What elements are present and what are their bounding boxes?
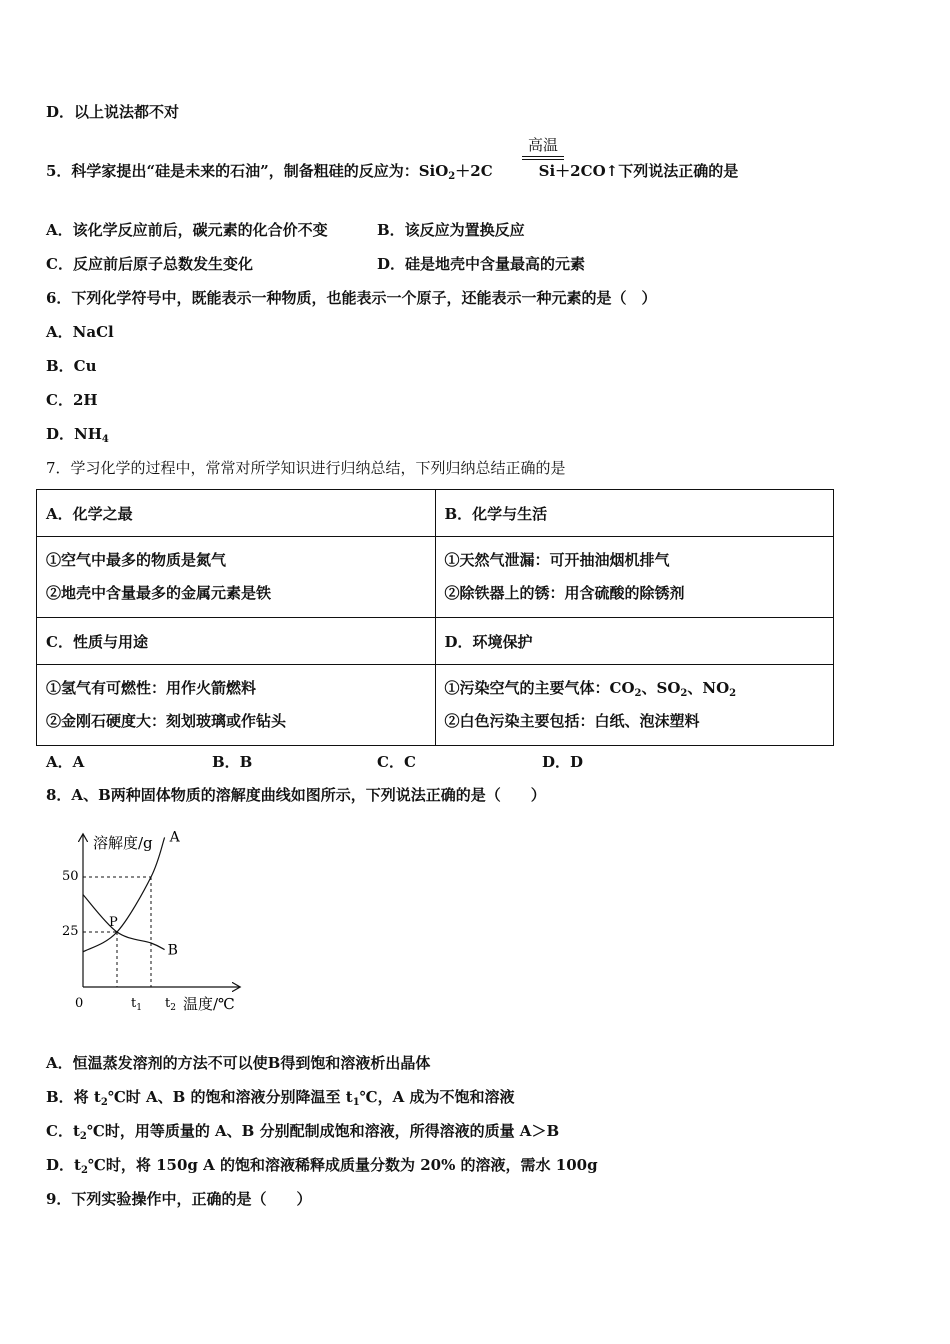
x-tick-subscript: 2 [170, 1003, 176, 1013]
table-item: ①天然气泄漏：可开抽油烟机排气 [444, 551, 670, 569]
q9-stem: 9．下列实验操作中，正确的是（ ） [46, 1190, 312, 1208]
q8d-part: ℃时，将 150g A 的饱和溶液稀释成质量分数为 20% 的溶液，需水 100g [87, 1156, 598, 1174]
table-cell-b-body [435, 537, 834, 618]
q5-option-a: A．该化学反应前后，碳元素的化合价不变 [46, 221, 328, 239]
q6-option-c: C．2H [46, 391, 98, 409]
series-line-a [83, 837, 165, 951]
q8-stem: 8．A、B两种固体物质的溶解度曲线如图所示，下列说法正确的是（ ） [46, 786, 546, 804]
table-cell-d-body [435, 665, 834, 746]
x-tick-prefix: t [165, 996, 171, 1011]
table-cell-b-head: B．化学与生活 [435, 490, 834, 537]
x-tick-subscript: 1 [136, 1003, 142, 1013]
reaction-arrow-line [522, 159, 564, 160]
q8d-part: D．t [46, 1156, 81, 1174]
y-tick-label-25: 25 [62, 924, 79, 939]
table-row [37, 618, 834, 665]
q8-option-a: A．恒温蒸发溶剂的方法不可以使B得到饱和溶液析出晶体 [46, 1054, 431, 1072]
x-axis-label: 温度/℃ [183, 995, 235, 1013]
table-cell-a-head: A．化学之最 [37, 490, 436, 537]
table-item: ①氢气有可燃性：用作火箭燃料 [46, 679, 257, 697]
solubility-chart [55, 825, 245, 1020]
pollutant-prefix: ①污染空气的主要气体：CO [444, 679, 635, 697]
subscript: 2 [634, 688, 642, 699]
x-tick-label-t1 [131, 996, 142, 1013]
reaction-arrow-line [522, 156, 564, 157]
q5-stem-mid: ＋2C [455, 162, 493, 180]
y-axis-label: 溶解度/g [93, 834, 153, 852]
q8-option-c [46, 1121, 559, 1141]
q5-option-b: B．该反应为置换反应 [377, 221, 525, 239]
table-row [37, 490, 834, 537]
q5-stem-prefix: 5．科学家提出“硅是未来的石油”，制备粗硅的反应为：SiO [46, 162, 449, 180]
table-item: ②除铁器上的锈：用含硫酸的除锈剂 [444, 584, 685, 602]
pollutant-sep: 、SO [641, 679, 681, 697]
subscript: 2 [680, 688, 688, 699]
q7-option-a: A．A [46, 753, 85, 771]
q8c-part: ℃时，用等质量的 A、B 分别配制成饱和溶液，所得溶液的质量 A＞B [86, 1122, 560, 1140]
q6-subscript: 4 [101, 434, 109, 445]
subscript: 1 [352, 1097, 360, 1108]
y-tick-label-50: 50 [62, 869, 79, 884]
q6-option-a: A．NaCl [46, 323, 114, 341]
series-label-a: A [169, 829, 180, 846]
series-label-b: B [167, 942, 178, 959]
table-cell-c-head: C．性质与用途 [37, 618, 436, 665]
q8b-part: ℃，A 成为不饱和溶液 [359, 1088, 515, 1106]
q4-option-d: D．以上说法都不对 [46, 103, 180, 121]
table-row [37, 537, 834, 618]
subscript: 2 [729, 688, 737, 699]
table-item [445, 672, 834, 705]
q8-option-b [46, 1087, 515, 1107]
table-item: ②白色污染主要包括：白纸、泡沫塑料 [444, 712, 700, 730]
summary-table [36, 489, 834, 746]
pollutant-sep: 、NO [687, 679, 730, 697]
q8b-part: ℃时 A、B 的饱和溶液分别降温至 t [107, 1088, 353, 1106]
q5-option-d: D．硅是地壳中含量最高的元素 [377, 255, 586, 273]
q7-option-c: C．C [377, 753, 416, 771]
reaction-condition: 高温 [527, 136, 558, 154]
q6-stem: 6．下列化学符号中，既能表示一种物质，也能表示一个原子，还能表示一种元素的是（ ） [46, 289, 657, 307]
table-cell-d-head: D．环境保护 [435, 618, 834, 665]
table-cell-a-body [37, 537, 436, 618]
q5-subscript: 2 [448, 171, 456, 182]
table-item: ②金刚石硬度大：刻划玻璃或作钻头 [46, 712, 287, 730]
subscript: 2 [79, 1131, 87, 1142]
q8b-part: B．将 t [46, 1088, 101, 1106]
table-cell-c-body [37, 665, 436, 746]
table-row [37, 665, 834, 746]
x-tick-prefix: t [131, 996, 137, 1011]
q5-stem-suffix: Si＋2CO↑下列说法正确的是 [538, 162, 739, 180]
intersection-label: P [109, 915, 118, 930]
q5-stem [46, 161, 738, 181]
q5-option-c: C．反应前后原子总数发生变化 [46, 255, 253, 273]
x-tick-label-t2 [165, 996, 176, 1013]
q8-option-d [46, 1155, 598, 1175]
table-item: ②地壳中含量最多的金属元素是铁 [46, 584, 272, 602]
q6-option-d [46, 424, 109, 444]
q8c-part: C．t [46, 1122, 80, 1140]
q7-option-b: B．B [212, 753, 253, 771]
q7-stem: 7．学习化学的过程中，常常对所学知识进行归纳总结，下列归纳总结正确的是 [46, 459, 566, 477]
series-line-b [83, 895, 165, 950]
q7-option-d: D．D [542, 753, 584, 771]
q6-option-b: B．Cu [46, 357, 97, 375]
subscript: 2 [100, 1097, 108, 1108]
table-item: ①空气中最多的物质是氮气 [46, 551, 227, 569]
q6-option-d-main: D．NH [46, 425, 102, 443]
origin-label: 0 [75, 996, 84, 1011]
subscript: 2 [80, 1165, 88, 1176]
